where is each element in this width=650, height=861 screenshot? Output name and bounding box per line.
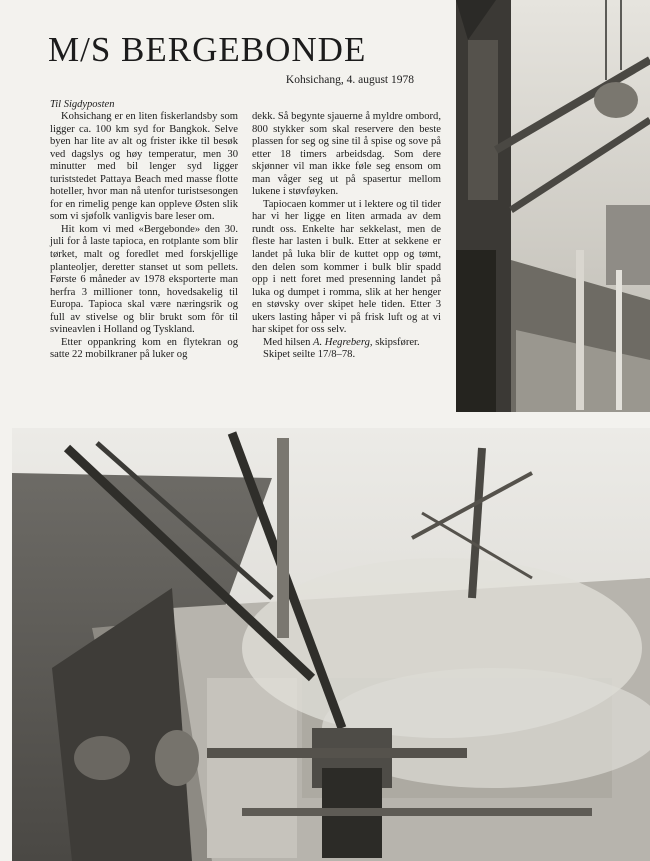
sailed-note: Skipet seilte 17/8–78.: [263, 349, 356, 361]
dateline: Kohsichang, 4. august 1978: [285, 74, 414, 86]
article-column-2: [252, 111, 441, 362]
paragraph: Etter oppankring kom en flytekran og satte 22 mobilkraner på luker og: [50, 336, 238, 361]
signoff: [252, 337, 441, 350]
paragraph: Kohsichang er en liten fiskerlandsby som ligger ca. 100 km syd for Bangkok. Selve byen har lite av alt og frister ikke til besøk ved dagslys og høy temperatur, men 30 minutter med bil lenger syd ligger turiststedet Pattaya Beach med masse flotte hoteller, hvor man nå utenfor turistsesongen for en rimelig penge kan oppleve Østen slik som vi sjøfolk vanligvis bare leser om.: [50, 111, 238, 223]
article-column-1: [50, 111, 238, 362]
paragraph: dekk. Så begynte sjauerne å myldre ombord, 800 stykker som skal reservere den beste plassen for seg og sine til å spise og sove på etter 18 timers arbeidsdag. Som dere skjønner vil man ikke føle seg ensom om man våger seg ut på spasertur mellom lukene i støvføyken.: [252, 111, 441, 198]
salutation: Til Sigdyposten: [50, 99, 115, 110]
signoff-role: skipsfører.: [375, 336, 420, 348]
photo-cranes-deck: [456, 0, 650, 412]
signoff-prefix: Med hilsen: [263, 336, 311, 348]
article-title: M/S BERGEBONDE: [48, 30, 367, 69]
paragraph: Tapiocaen kommer ut i lektere og til tider har vi her ligge en liten armada av dem rundt oss. Enkelte har sekkelast, men de fleste har lasten i bulk. Etter at sekkene er landet på luka blir de kuttet opp og tømt, den delen som kommer i bulk blir spadd opp i nett foret med presenning landet på luka og dumpet i romma, slik at her henger en støvsky over skipet hele tiden. Etter 3 ukers lasting håper vi på frisk luft og at vi har skipet for oss selv.: [252, 198, 441, 336]
paragraph: Hit kom vi med «Bergebonde» den 30. juli for å laste tapioca, en rotplante som blir tørket, malt og foredlet med forskjellige planteoljer, deretter stanset ut som pellets. Første 6 måneder av 1978 eksporterte man herfra 3 millioner tonn, hovedsakelig til Europa. Tapioca skal være næringsrik og full av stivelse og blir brukt som fôr til svineavlen i Holland og Tyskland.: [50, 223, 238, 336]
signoff-name: A. Hegreberg,: [313, 336, 373, 348]
photo-ship-loading: [12, 428, 650, 861]
